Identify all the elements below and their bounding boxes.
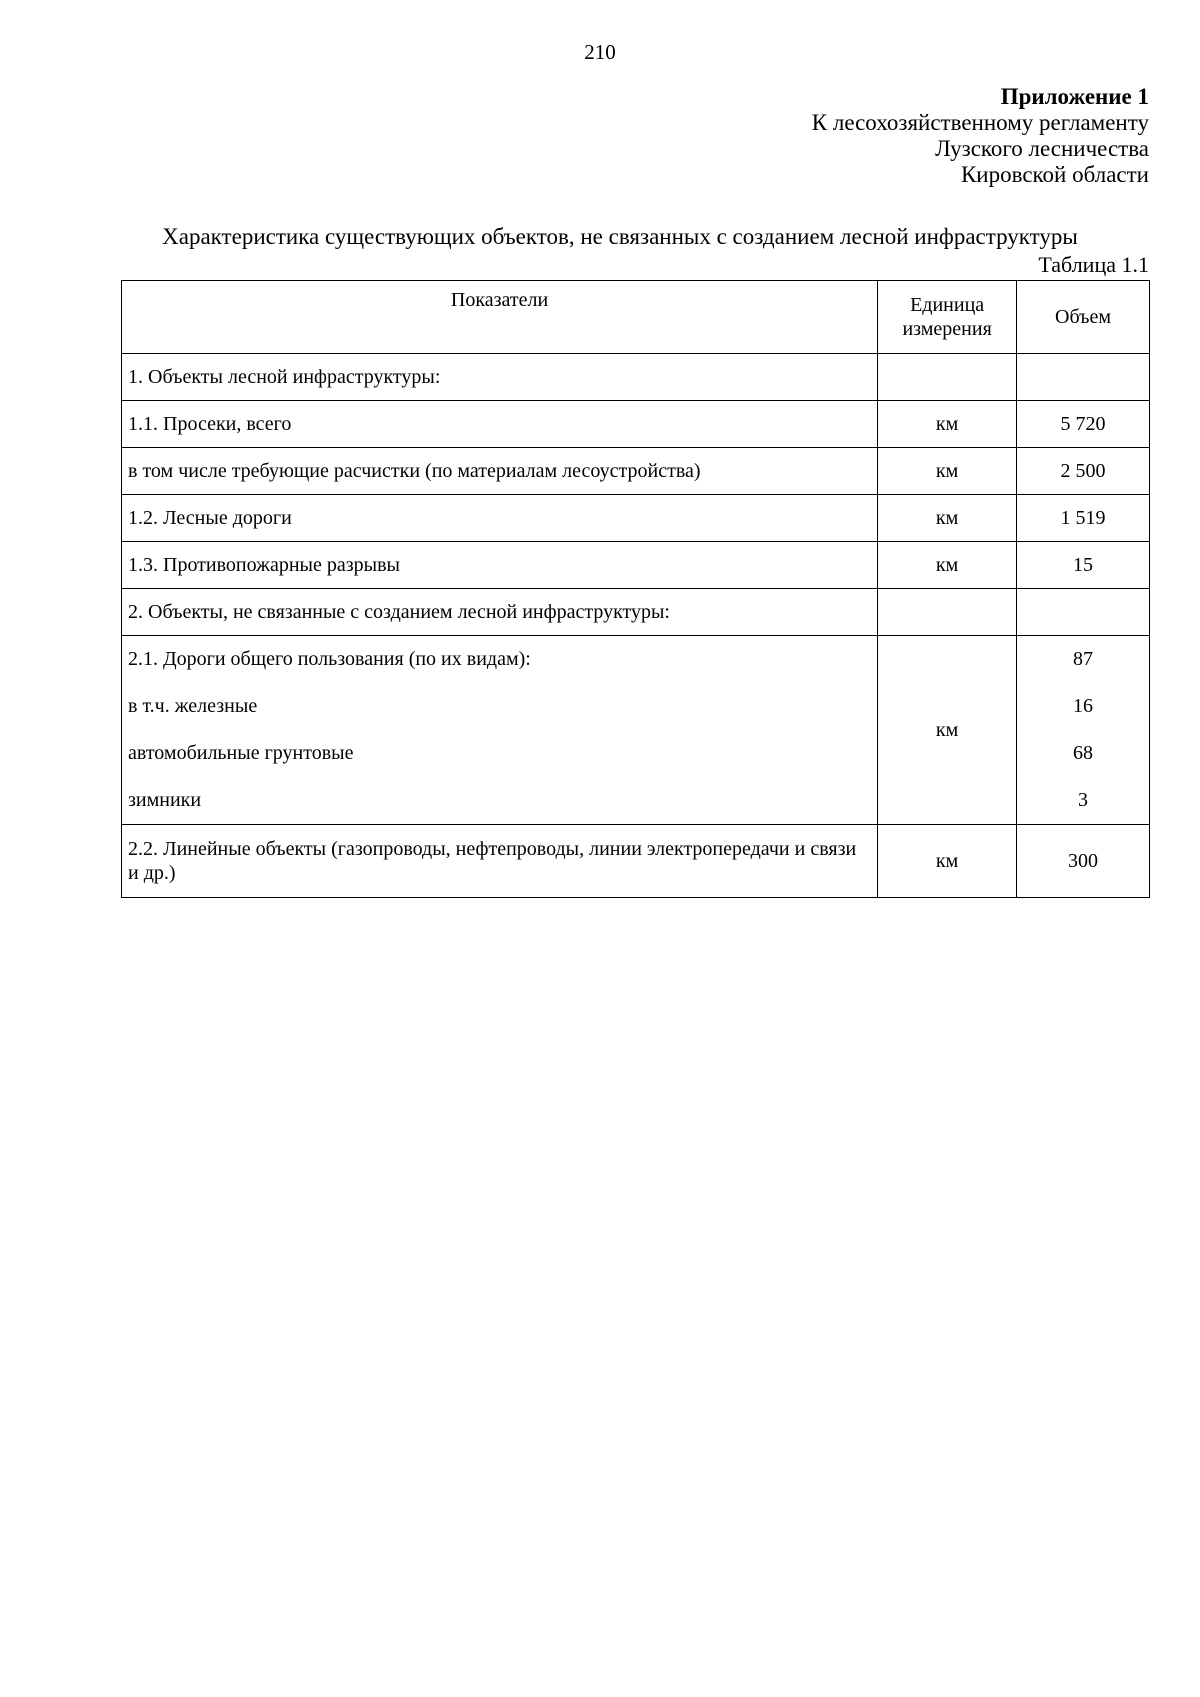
header-volume: Объем	[1017, 281, 1150, 354]
table-row	[122, 495, 1150, 542]
table-label: Таблица 1.1	[1038, 252, 1149, 277]
roads-indicators-cell	[122, 636, 878, 825]
table-row	[122, 825, 1150, 898]
row-volume: 5 720	[1017, 401, 1150, 448]
row-indicator: 1.1. Просеки, всего	[122, 401, 878, 448]
roads-volumes-cell	[1017, 636, 1150, 825]
row-volume: 15	[1017, 542, 1150, 589]
row-indicator: 1.2. Лесные дороги	[122, 495, 878, 542]
appendix-header	[812, 84, 1149, 188]
row-indicator: 1.3. Противопожарные разрывы	[122, 542, 878, 589]
roads-volume: 68	[1073, 742, 1094, 764]
roads-volume: 87	[1073, 648, 1094, 670]
row-indicator: 1. Объекты лесной инфраструктуры:	[122, 354, 878, 401]
row-unit: км	[878, 495, 1017, 542]
table-row	[122, 354, 1150, 401]
page-number: 210	[584, 40, 616, 64]
table-header-row	[122, 281, 1150, 354]
row-unit: км	[878, 825, 1017, 898]
row-indicator: 2.2. Линейные объекты (газопроводы, нефтепроводы, линии электропередачи и связи и др.)	[122, 825, 878, 898]
roads-unit: км	[878, 636, 1017, 825]
row-unit	[878, 354, 1017, 401]
appendix-line-3: Кировской области	[960, 162, 1149, 187]
infrastructure-table	[121, 280, 1150, 898]
roads-volume: 3	[1078, 789, 1089, 811]
row-unit: км	[878, 401, 1017, 448]
header-unit: Единица измерения	[878, 281, 1017, 354]
row-unit: км	[878, 448, 1017, 495]
row-volume: 2 500	[1017, 448, 1150, 495]
appendix-line-2: Лузского лесничества	[935, 136, 1149, 161]
appendix-title: Приложение 1	[1000, 84, 1149, 109]
row-volume: 300	[1017, 825, 1150, 898]
roads-indicator: зимники	[128, 789, 202, 811]
table-row	[122, 542, 1150, 589]
roads-indicator: автомобильные грунтовые	[128, 742, 354, 764]
header-indicators: Показатели	[122, 281, 878, 354]
row-volume: 1 519	[1017, 495, 1150, 542]
row-indicator: 2. Объекты, не связанные с созданием лесной инфраструктуры:	[122, 589, 878, 636]
appendix-line-1: К лесохозяйственному регламенту	[811, 110, 1149, 135]
table-row	[122, 589, 1150, 636]
row-volume	[1017, 589, 1150, 636]
roads-indicator: 2.1. Дороги общего пользования (по их видам):	[128, 648, 531, 670]
roads-indicator: в т.ч. железные	[128, 695, 258, 717]
row-unit: км	[878, 542, 1017, 589]
row-unit	[878, 589, 1017, 636]
table-row	[122, 401, 1150, 448]
roads-volume: 16	[1073, 695, 1094, 717]
row-volume	[1017, 354, 1150, 401]
document-title: Характеристика существующих объектов, не связанных с созданием лесной инфраструктуры	[162, 224, 1078, 249]
row-indicator: в том числе требующие расчистки (по материалам лесоустройства)	[122, 448, 878, 495]
table-row-roads-group	[122, 636, 1150, 825]
table-row	[122, 448, 1150, 495]
